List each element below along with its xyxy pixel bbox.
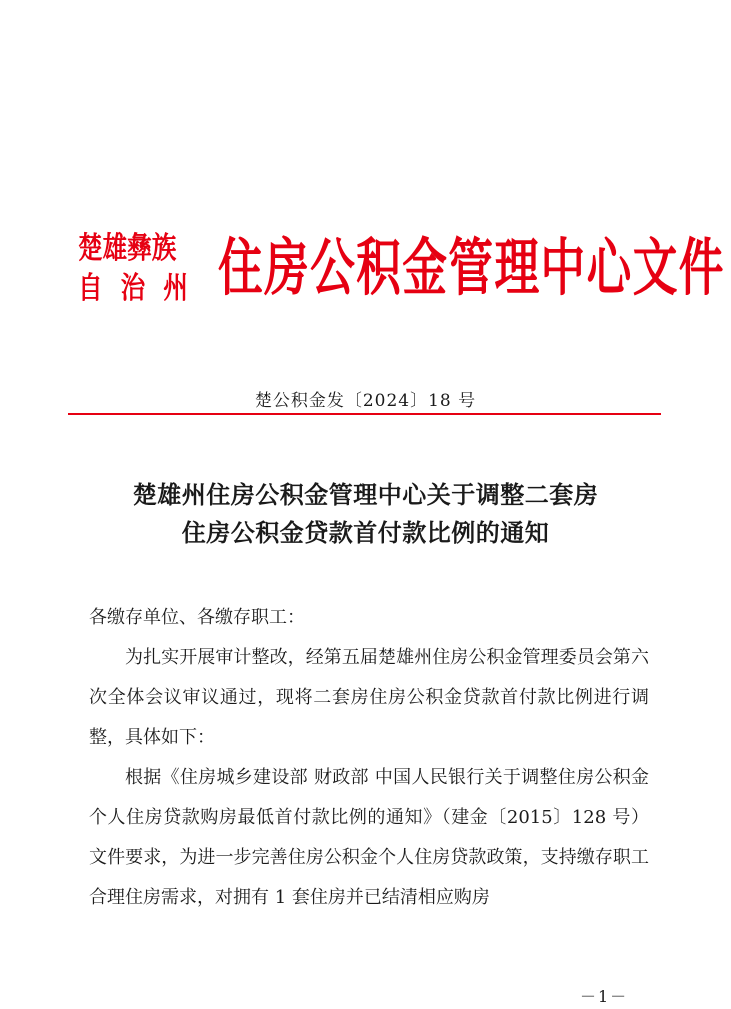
document-number: 楚公积金发〔2024〕18 号 (254, 391, 477, 411)
issuer-name-line2: 自治州 (78, 271, 206, 306)
issuer-document-label: 住房公积金管理中心文件 (218, 231, 725, 304)
salutation: 各缴存单位、各缴存职工： (89, 607, 305, 628)
title-line1: 楚雄州住房公积金管理中心关于调整二套房 (132, 480, 599, 509)
issuer-name-line1: 楚雄彝族 (78, 231, 177, 266)
document-title (0, 476, 731, 552)
page-number: －1－ (580, 987, 629, 1006)
document-body (89, 598, 649, 918)
body-paragraph-1: 为扎实开展审计整改，经第五届楚雄州住房公积金管理委员会第六次全体会议审议通过，现将二套房住房公积金贷款首付款比例进行调整，具体如下： (89, 647, 649, 748)
title-line2: 住房公积金贷款首付款比例的通知 (181, 518, 550, 547)
body-paragraph-2: 根据《住房城乡建设部 财政部 中国人民银行关于调整住房公积金个人住房贷款购房最低首付款比例的通知》（建金〔2015〕128 号）文件要求，为进一步完善住房公积金个人住房贷款政策，支持缴存职工合理住房需求，对拥有 1 套住房并已结清相应购房 (89, 767, 649, 908)
red-divider (68, 413, 661, 415)
